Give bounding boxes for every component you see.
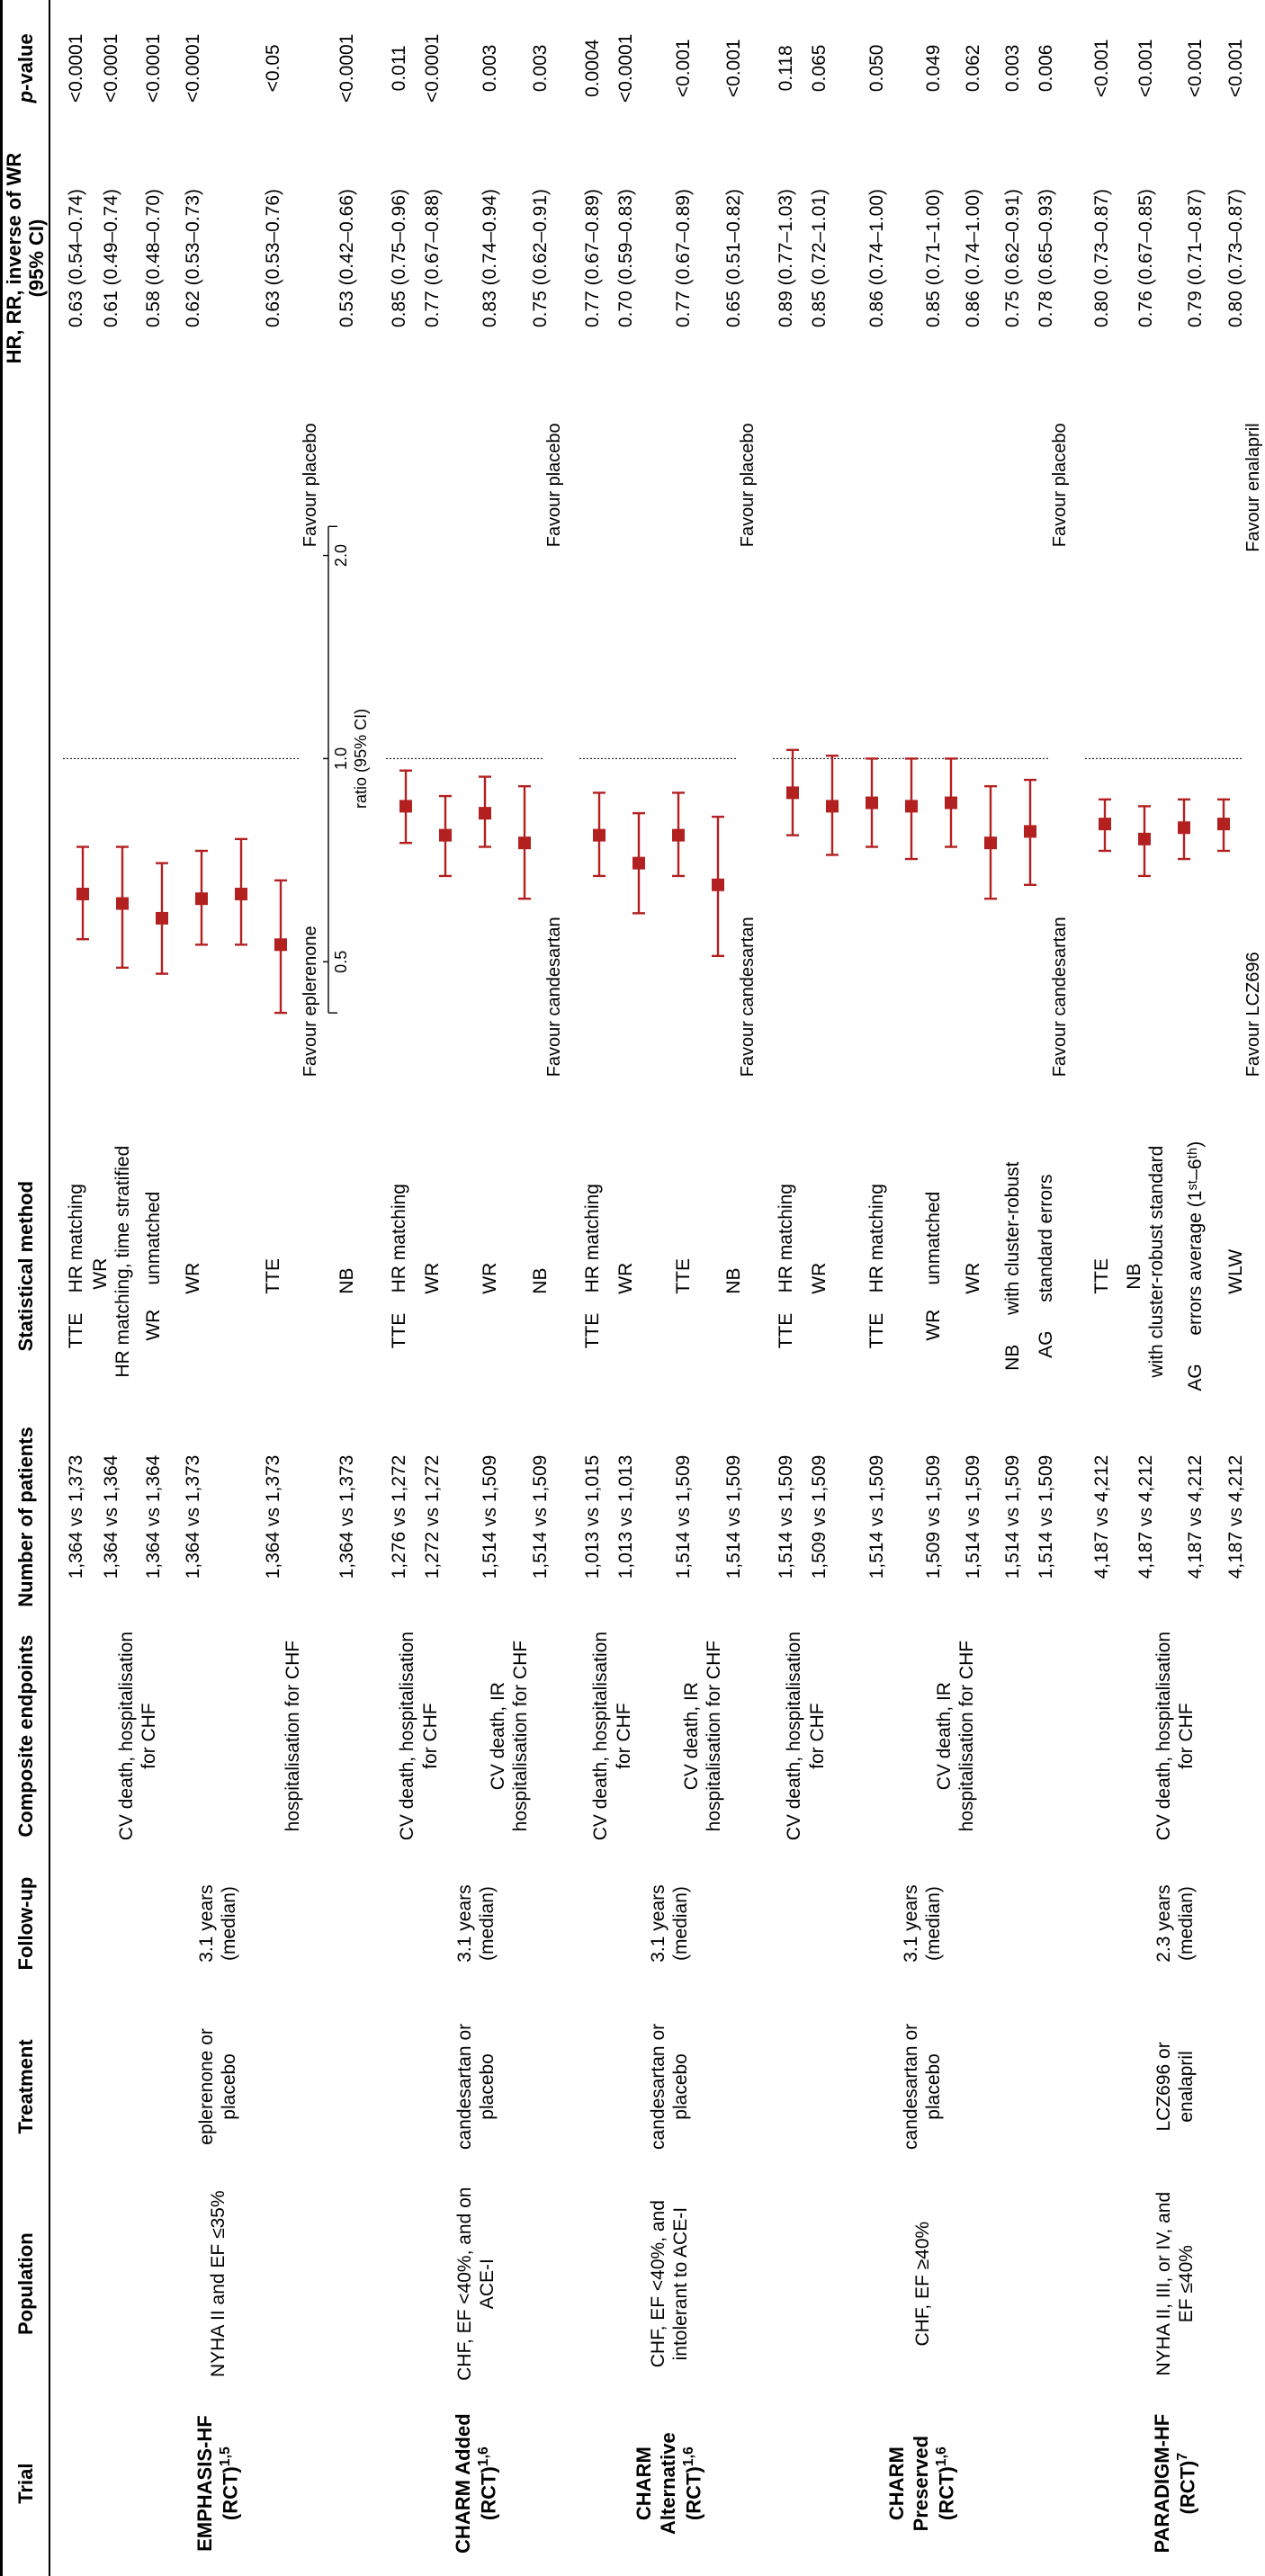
col-header-patients: Number of patients bbox=[2, 1412, 49, 1622]
table-row bbox=[373, 0, 413, 2576]
p-value: 0.003 bbox=[530, 44, 551, 93]
svg-text:2.0: 2.0 bbox=[331, 544, 350, 568]
p-value: <0.0001 bbox=[183, 33, 204, 103]
statistical-method: WR bbox=[422, 1262, 443, 1294]
p-value: <0.0001 bbox=[422, 33, 443, 103]
forest-plot bbox=[49, 380, 373, 1120]
p-value: 0.003 bbox=[1002, 44, 1023, 93]
composite-endpoint: CV death, IR hospitalisation for CHF bbox=[680, 1640, 725, 1832]
effect-estimate: 0.65 (0.51–0.82) bbox=[723, 188, 744, 328]
col-header-pvalue: p-value bbox=[2, 0, 49, 137]
p-value: 0.011 bbox=[389, 45, 409, 92]
patient-count: 1,514 vs 1,509 bbox=[672, 1454, 694, 1579]
patient-count: 1,013 vs 1,013 bbox=[615, 1454, 636, 1579]
svg-text:0.5: 0.5 bbox=[331, 951, 350, 974]
effect-estimate: 0.70 (0.59–0.83) bbox=[615, 188, 636, 328]
statistical-method: TTE bbox=[1090, 1258, 1112, 1294]
patient-count: 4,187 vs 4,212 bbox=[1090, 1454, 1112, 1579]
effect-estimate: 0.78 (0.65–0.93) bbox=[1036, 188, 1056, 328]
favour-comparator-label: Favour enalapril bbox=[1243, 423, 1263, 552]
favour-comparator-label: Favour placebo bbox=[737, 423, 758, 548]
effect-estimate: 0.79 (0.71–0.87) bbox=[1185, 188, 1207, 328]
effect-estimate: 0.86 (0.74–1.00) bbox=[866, 188, 887, 328]
patient-count: 1,276 vs 1,272 bbox=[389, 1454, 409, 1579]
p-value: <0.001 bbox=[1090, 39, 1112, 98]
effect-estimate: 0.77 (0.67–0.89) bbox=[672, 188, 694, 328]
trial-followup: 3.1 years (median) bbox=[453, 1884, 498, 1963]
effect-estimate: 0.83 (0.74–0.94) bbox=[479, 188, 500, 328]
p-value: <0.0001 bbox=[615, 33, 636, 103]
statistical-method: NB with cluster-robust standard bbox=[1123, 1145, 1168, 1378]
patient-count: 4,187 vs 4,212 bbox=[1185, 1454, 1207, 1579]
patient-count: 1,364 vs 1,373 bbox=[263, 1454, 284, 1579]
composite-endpoint: hospitalisation for CHF bbox=[283, 1640, 304, 1832]
trial-population: CHF, EF ≥40% bbox=[911, 2221, 933, 2347]
p-value: <0.0001 bbox=[101, 33, 122, 103]
effect-estimate: 0.80 (0.73–0.87) bbox=[1090, 188, 1112, 328]
patient-count: 1,272 vs 1,272 bbox=[422, 1454, 443, 1579]
trial-treatment: candesartan or placebo bbox=[647, 2023, 692, 2150]
statistical-method: WR bbox=[963, 1262, 983, 1294]
p-value: <0.001 bbox=[1225, 39, 1247, 98]
p-value: 0.0004 bbox=[582, 39, 603, 97]
table-row bbox=[567, 0, 606, 2576]
patient-count: 1,514 vs 1,509 bbox=[1036, 1454, 1056, 1579]
table-row bbox=[49, 0, 89, 2576]
p-value: 0.049 bbox=[923, 44, 944, 93]
effect-estimate: 0.85 (0.71–1.00) bbox=[923, 188, 944, 328]
patient-count: 1,364 vs 1,364 bbox=[101, 1454, 122, 1579]
favour-treatment-label: Favour candesartan bbox=[1049, 917, 1070, 1078]
trial-population: NYHA II and EF ≤35% bbox=[207, 2190, 229, 2377]
trial-population: CHF, EF <40%, and intolerant to ACE-I bbox=[647, 2200, 692, 2368]
effect-estimate: 0.85 (0.75–0.96) bbox=[389, 188, 409, 328]
forest-plot bbox=[760, 380, 1072, 1120]
statistical-method: TTEHR matching bbox=[389, 1184, 409, 1349]
col-header-population: Population bbox=[2, 2177, 49, 2391]
p-value: <0.0001 bbox=[336, 33, 357, 103]
patient-count: 1,514 vs 1,509 bbox=[776, 1454, 796, 1579]
effect-estimate: 0.58 (0.48–0.70) bbox=[143, 188, 165, 328]
statistical-method: WRunmatched bbox=[143, 1191, 165, 1341]
col-header-trial: Trial bbox=[2, 2391, 49, 2576]
effect-estimate: 0.62 (0.53–0.73) bbox=[183, 188, 204, 328]
statistical-method: TTE bbox=[672, 1258, 694, 1294]
effect-estimate: 0.85 (0.72–1.01) bbox=[809, 188, 830, 328]
trial-name: EMPHASIS-HF (RCT)$^{1,5}$ bbox=[193, 2415, 242, 2552]
col-header-effect: HR, RR, inverse of WR (95% CI) bbox=[2, 137, 49, 380]
col-header-endpoints: Composite endpoints bbox=[2, 1622, 49, 1850]
patient-count: 4,187 vs 4,212 bbox=[1135, 1454, 1156, 1579]
trial-treatment: LCZ696 or enalapril bbox=[1153, 2042, 1198, 2132]
favour-treatment-label: Favour candesartan bbox=[737, 917, 758, 1078]
statistical-method: TTEHR matching bbox=[866, 1184, 887, 1349]
p-value: 0.050 bbox=[866, 44, 887, 93]
patient-count: 1,364 vs 1,373 bbox=[65, 1454, 86, 1579]
composite-endpoint: CV death, IR hospitalisation for CHF bbox=[933, 1640, 978, 1832]
forest-plot bbox=[567, 380, 760, 1120]
favour-treatment-label: Favour eplerenone bbox=[300, 926, 320, 1078]
trial-name: CHARM Alternative (RCT)$^{1,6}$ bbox=[632, 2432, 705, 2535]
statistical-method: NB bbox=[336, 1267, 357, 1294]
composite-endpoint: CV death, IR hospitalisation for CHF bbox=[487, 1640, 532, 1832]
trial-name: PARADIGM-HF (RCT)$^7$ bbox=[1150, 2413, 1199, 2554]
p-value: <0.0001 bbox=[65, 33, 86, 103]
patient-count: 1,364 vs 1,373 bbox=[336, 1454, 357, 1579]
effect-estimate: 0.89 (0.77–1.03) bbox=[776, 188, 796, 328]
statistical-method: TTEHR matching bbox=[65, 1184, 86, 1349]
trial-followup: 2.3 years (median) bbox=[1153, 1884, 1198, 1963]
statistical-method: TTEHR matching bbox=[776, 1184, 796, 1349]
patient-count: 1,364 vs 1,364 bbox=[143, 1454, 165, 1579]
effect-estimate: 0.76 (0.67–0.85) bbox=[1135, 188, 1156, 328]
effect-estimate: 0.75 (0.62–0.91) bbox=[1002, 188, 1023, 328]
p-value: 0.065 bbox=[809, 44, 830, 93]
statistical-method: TTEHR matching bbox=[582, 1184, 603, 1349]
effect-estimate: 0.63 (0.54–0.74) bbox=[65, 188, 86, 328]
p-value: 0.003 bbox=[479, 44, 500, 93]
favour-comparator-label: Favour placebo bbox=[543, 423, 564, 548]
statistical-method: NB bbox=[723, 1267, 744, 1294]
col-header-treatment: Treatment bbox=[2, 1997, 49, 2177]
statistical-method: TTE bbox=[263, 1258, 284, 1294]
trial-name: CHARM Added (RCT)$^{1,6}$ bbox=[451, 2413, 500, 2554]
trial-followup: 3.1 years (median) bbox=[900, 1884, 945, 1963]
p-value: 0.062 bbox=[963, 44, 983, 93]
patient-count: 1,514 vs 1,509 bbox=[963, 1454, 983, 1579]
col-header-plot bbox=[2, 380, 49, 1120]
p-value: <0.001 bbox=[1135, 39, 1156, 98]
patient-count: 1,509 vs 1,509 bbox=[923, 1454, 944, 1579]
effect-estimate: 0.80 (0.73–0.87) bbox=[1225, 188, 1247, 328]
composite-endpoint: CV death, hospitalisation for CHF bbox=[784, 1631, 828, 1841]
composite-endpoint: CV death, hospitalisation for CHF bbox=[397, 1631, 441, 1841]
p-value: <0.001 bbox=[672, 39, 694, 98]
trial-population: CHF, EF <40%, and on ACE-I bbox=[453, 2187, 498, 2381]
patient-count: 1,514 vs 1,509 bbox=[1002, 1454, 1023, 1579]
trial-followup: 3.1 years (median) bbox=[647, 1884, 692, 1963]
patient-count: 1,013 vs 1,015 bbox=[582, 1454, 603, 1579]
p-value: <0.001 bbox=[723, 39, 744, 98]
trial-treatment: eplerenone or placebo bbox=[195, 2028, 240, 2145]
favour-treatment-label: Favour candesartan bbox=[543, 917, 564, 1078]
statistical-method: AGerrors average (1ˢᵗ–6ᵗʰ) bbox=[1185, 1140, 1207, 1391]
table-row bbox=[760, 0, 800, 2576]
effect-estimate: 0.86 (0.74–1.00) bbox=[963, 188, 983, 328]
patient-count: 1,514 vs 1,509 bbox=[530, 1454, 551, 1579]
favour-comparator-label: Favour placebo bbox=[300, 423, 320, 548]
statistical-method: WR bbox=[809, 1262, 830, 1294]
table-row bbox=[1072, 0, 1119, 2576]
composite-endpoint: CV death, hospitalisation for CHF bbox=[116, 1631, 160, 1841]
p-value: <0.001 bbox=[1185, 39, 1207, 98]
statistical-method: WLW bbox=[1225, 1248, 1247, 1294]
table-header bbox=[2, 0, 49, 2576]
trial-treatment: candesartan or placebo bbox=[453, 2023, 498, 2150]
effect-estimate: 0.77 (0.67–0.89) bbox=[582, 188, 603, 328]
col-header-method: Statistical method bbox=[2, 1120, 49, 1412]
composite-endpoint: CV death, hospitalisation for CHF bbox=[590, 1631, 634, 1841]
effect-estimate: 0.61 (0.49–0.74) bbox=[101, 188, 122, 328]
p-value: 0.118 bbox=[776, 45, 796, 92]
statistical-method: NBwith cluster-robust bbox=[1002, 1161, 1023, 1371]
forest-plot bbox=[373, 380, 567, 1120]
favour-comparator-label: Favour placebo bbox=[1049, 423, 1070, 548]
favour-treatment-label: Favour LCZ696 bbox=[1243, 952, 1263, 1078]
effect-estimate: 0.75 (0.62–0.91) bbox=[530, 188, 551, 328]
statistical-method: WR HR matching, time stratified bbox=[89, 1145, 133, 1378]
p-value: 0.006 bbox=[1036, 44, 1056, 93]
svg-text:ratio (95% CI): ratio (95% CI) bbox=[351, 709, 370, 809]
trial-population: NYHA II, III, or IV, and EF ≤40% bbox=[1153, 2191, 1198, 2376]
patient-count: 4,187 vs 4,212 bbox=[1225, 1454, 1247, 1579]
patient-count: 1,514 vs 1,509 bbox=[723, 1454, 744, 1579]
patient-count: 1,509 vs 1,509 bbox=[809, 1454, 830, 1579]
svg-text:1.0: 1.0 bbox=[331, 747, 350, 771]
statistical-method: WR bbox=[183, 1262, 204, 1294]
col-header-followup: Follow-up bbox=[2, 1850, 49, 1996]
effect-estimate: 0.53 (0.42–0.66) bbox=[336, 188, 357, 328]
statistical-method: NB bbox=[530, 1267, 551, 1294]
statistical-method: WR bbox=[615, 1262, 636, 1294]
statistical-method: WR bbox=[479, 1262, 500, 1294]
statistical-method: WRunmatched bbox=[923, 1191, 944, 1341]
effect-estimate: 0.77 (0.67–0.88) bbox=[422, 188, 443, 328]
patient-count: 1,514 vs 1,509 bbox=[479, 1454, 500, 1579]
table-body bbox=[49, 0, 1265, 2576]
trial-name: CHARM Preserved (RCT)$^{1,6}$ bbox=[885, 2435, 958, 2532]
statistical-method: AGstandard errors bbox=[1036, 1174, 1056, 1358]
p-value: <0.0001 bbox=[143, 33, 165, 103]
composite-endpoint: CV death, hospitalisation for CHF bbox=[1153, 1631, 1198, 1841]
patient-count: 1,514 vs 1,509 bbox=[866, 1454, 887, 1579]
trial-followup: 3.1 years (median) bbox=[195, 1884, 240, 1963]
p-value: <0.05 bbox=[263, 44, 284, 93]
effect-estimate: 0.63 (0.53–0.76) bbox=[263, 188, 284, 328]
forest-plot bbox=[1072, 380, 1265, 1120]
trial-treatment: candesartan or placebo bbox=[900, 2023, 945, 2150]
patient-count: 1,364 vs 1,373 bbox=[183, 1454, 204, 1579]
